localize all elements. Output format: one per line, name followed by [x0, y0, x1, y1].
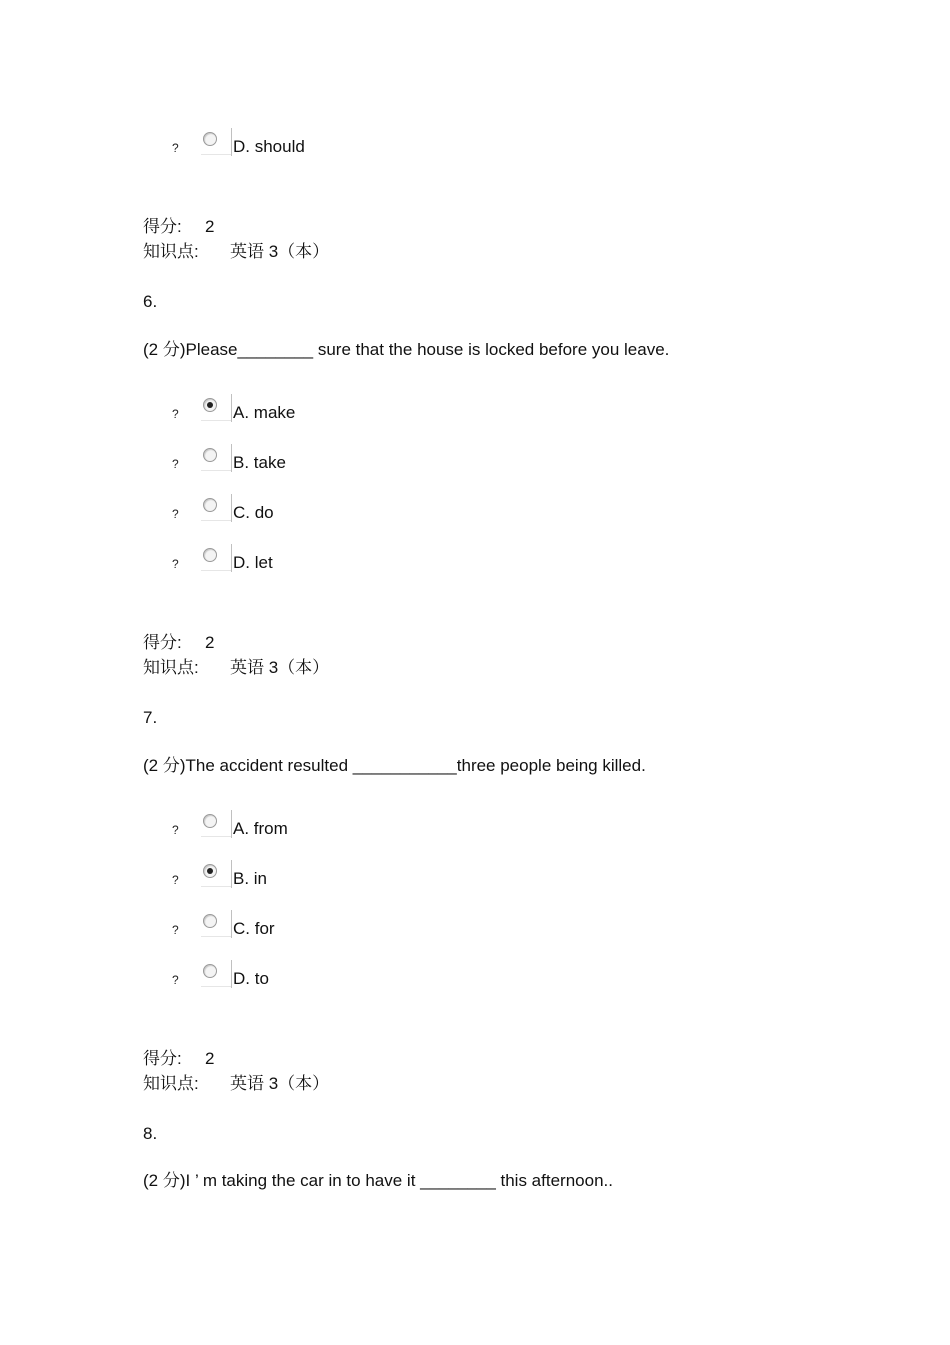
q7-stem: (2 分)The accident resulted ___________three people being killed.: [143, 756, 646, 775]
option-marker: ?: [172, 457, 179, 471]
option-marker: ?: [172, 823, 179, 837]
q7-score-value: 2: [205, 1049, 215, 1068]
q7-option-b-radio[interactable]: [203, 864, 217, 878]
option-marker: ?: [172, 557, 179, 571]
q6-score-label: 得分:: [143, 633, 182, 652]
option-divider: [231, 860, 232, 888]
option-marker: ?: [172, 141, 179, 155]
q5-knowledge-label: 知识点:: [143, 242, 199, 261]
option-divider: [231, 444, 232, 472]
option-marker: ?: [172, 923, 179, 937]
q6-knowledge-value: 英语 3（本）: [230, 658, 330, 677]
q6-number: 6.: [143, 292, 158, 311]
q5-score-label: 得分:: [143, 217, 182, 236]
option-marker: ?: [172, 973, 179, 987]
q7-knowledge-value: 英语 3（本）: [230, 1074, 330, 1093]
q5-option-d-radio[interactable]: [203, 132, 217, 146]
option-divider: [231, 394, 232, 422]
q7-score-label: 得分:: [143, 1049, 182, 1068]
q7-option-b-label: B. in: [233, 869, 268, 888]
q6-option-a-radio[interactable]: [203, 398, 217, 412]
q7-number: 7.: [143, 708, 158, 727]
option-divider: [231, 544, 232, 572]
q6-score-value: 2: [205, 633, 215, 652]
option-marker: ?: [172, 873, 179, 887]
q6-option-a-label: A. make: [233, 403, 296, 422]
q6-stem: (2 分)Please________ sure that the house is locked before you leave.: [143, 340, 670, 359]
q6-option-c-label: C. do: [233, 503, 274, 522]
q5-option-d-label: D. should: [233, 137, 305, 156]
q7-option-d-label: D. to: [233, 969, 269, 988]
q7-option-a-radio[interactable]: [203, 814, 217, 828]
q7-knowledge-label: 知识点:: [143, 1074, 199, 1093]
q5-knowledge-value: 英语 3（本）: [230, 242, 330, 261]
option-divider: [231, 494, 232, 522]
option-divider: [231, 128, 232, 156]
q8-stem: (2 分)I ’ m taking the car in to have it ________ this afternoon..: [143, 1171, 613, 1190]
q6-knowledge-label: 知识点:: [143, 658, 199, 677]
q7-option-c-radio[interactable]: [203, 914, 217, 928]
option-divider: [231, 960, 232, 988]
option-divider: [231, 810, 232, 838]
q6-option-d-label: D. let: [233, 553, 273, 572]
option-divider: [231, 910, 232, 938]
q6-option-c-radio[interactable]: [203, 498, 217, 512]
option-marker: ?: [172, 507, 179, 521]
q7-option-c-label: C. for: [233, 919, 275, 938]
q7-option-d-radio[interactable]: [203, 964, 217, 978]
q7-option-a-label: A. from: [233, 819, 288, 838]
q6-option-b-label: B. take: [233, 453, 286, 472]
option-marker: ?: [172, 407, 179, 421]
q8-number: 8.: [143, 1124, 158, 1143]
q6-option-b-radio[interactable]: [203, 448, 217, 462]
q6-option-d-radio[interactable]: [203, 548, 217, 562]
q5-score-value: 2: [205, 217, 215, 236]
